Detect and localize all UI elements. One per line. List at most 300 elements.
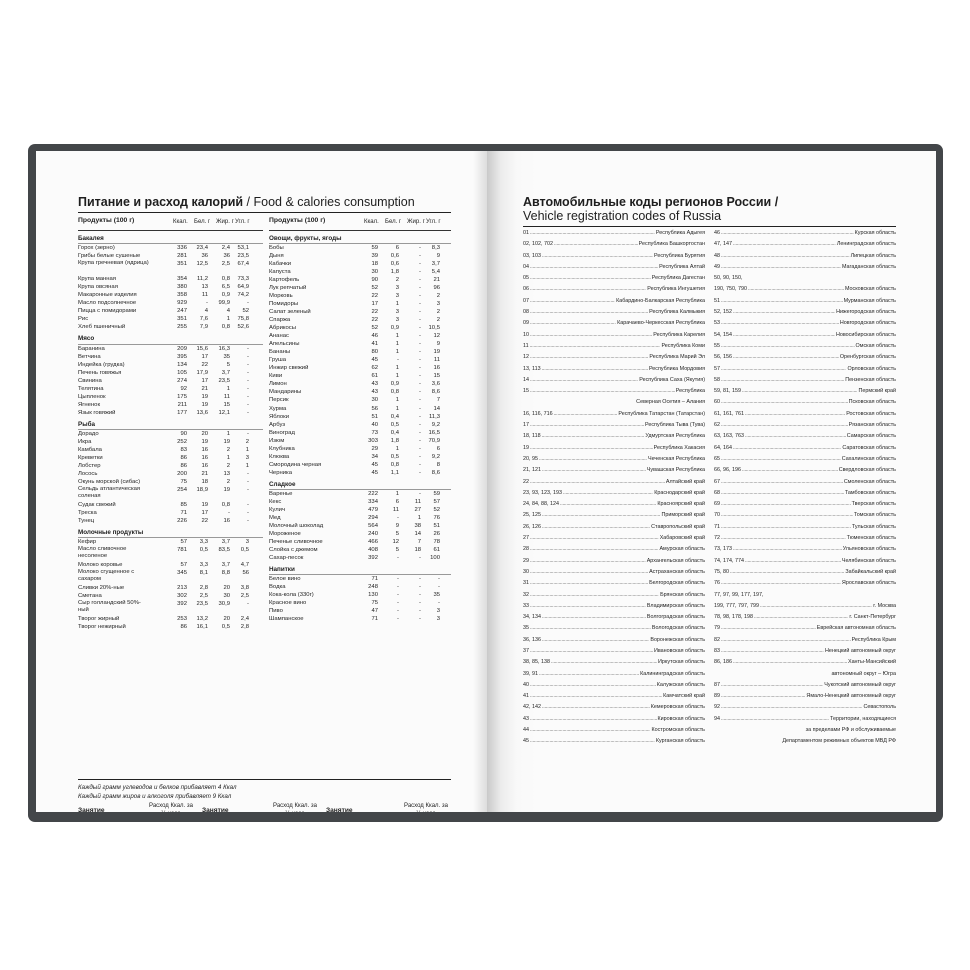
- food-value: 3,6: [431, 381, 440, 388]
- region-code: 43: [523, 715, 529, 722]
- header-prot: Бел. г: [385, 219, 402, 225]
- title-rule: [78, 212, 451, 213]
- food-value: 75: [371, 600, 378, 607]
- region-row: [523, 522, 705, 533]
- food-value: 11,2: [196, 276, 208, 283]
- region-row: [523, 578, 705, 589]
- leader-dots: [530, 330, 652, 341]
- region-row: [714, 623, 896, 634]
- region-row: [523, 296, 705, 307]
- region-row: [714, 251, 896, 262]
- region-code: 40: [523, 681, 529, 688]
- region-code: 08: [523, 309, 529, 316]
- region-row: [714, 691, 896, 702]
- food-row: [269, 356, 451, 364]
- food-value: 781: [177, 547, 187, 554]
- region-row: [523, 352, 705, 363]
- leader-dots: [721, 635, 851, 646]
- food-value: -: [247, 401, 249, 408]
- codes-title-en: Vehicle registration codes of Russia: [523, 209, 722, 223]
- region-name: Республика Башкортостан: [638, 241, 705, 248]
- food-value: 12: [392, 538, 399, 545]
- header-product: Продукты (100 г): [269, 217, 326, 224]
- food-value: 1: [226, 430, 230, 437]
- food-value: 90: [180, 430, 187, 437]
- activity-header: [78, 802, 196, 812]
- food-row: [269, 445, 451, 453]
- food-value: 1: [245, 462, 249, 469]
- leader-dots: [733, 443, 841, 454]
- leader-dots: [530, 375, 638, 386]
- region-code: 68: [714, 489, 720, 496]
- food-name: Водка: [269, 584, 286, 591]
- food-value: -: [419, 421, 421, 428]
- region-name: Брянская область: [660, 591, 705, 598]
- region-row: [714, 239, 896, 250]
- food-value: 213: [177, 585, 187, 592]
- food-value: 35: [223, 353, 230, 360]
- food-name: Ветчина: [78, 353, 101, 360]
- region-name: Республика Ингушетия: [647, 286, 705, 293]
- food-group-heading: Мясо: [78, 335, 263, 344]
- food-name: Салат зеленый: [269, 309, 311, 316]
- food-name: Хурма: [269, 405, 287, 412]
- food-value: 5: [226, 361, 230, 368]
- region-row: [714, 477, 896, 488]
- food-value: 20: [223, 585, 230, 592]
- region-code: 26, 126: [523, 523, 541, 530]
- food-value: 51: [433, 522, 440, 529]
- region-code: 06: [523, 286, 529, 293]
- food-value: -: [247, 430, 249, 437]
- region-code: 27: [523, 535, 529, 542]
- leader-dots: [721, 646, 824, 657]
- food-value: 3: [245, 454, 249, 461]
- region-name: Костромская область: [651, 727, 705, 734]
- region-row: [714, 635, 896, 646]
- region-code: 66, 96, 196: [714, 467, 741, 474]
- food-row: [269, 348, 451, 356]
- food-value: 2,5: [199, 593, 208, 600]
- food-name: Дорадо: [78, 430, 99, 437]
- region-code: 19: [523, 444, 529, 451]
- food-value: 13: [223, 470, 230, 477]
- food-name: Сыр голландский 50%-ный: [78, 600, 141, 614]
- leader-dots: [721, 262, 841, 273]
- food-value: 56: [242, 570, 249, 577]
- region-name: Смоленская область: [843, 478, 896, 485]
- food-value: 30: [371, 269, 378, 276]
- region-row: [523, 251, 705, 262]
- region-name: Республика Дагестан: [651, 275, 705, 282]
- food-value: 564: [368, 522, 378, 529]
- region-code: 70: [714, 512, 720, 519]
- food-value: -: [247, 601, 249, 608]
- region-code: 73, 173: [714, 546, 732, 553]
- food-row: [269, 405, 451, 413]
- food-row: [78, 323, 263, 331]
- region-name: Республика: [675, 388, 705, 395]
- food-row: [269, 284, 451, 292]
- food-value: 6: [436, 445, 440, 452]
- food-value: 3,7: [221, 369, 230, 376]
- region-name: Амурская область: [659, 546, 705, 553]
- activity-header: [202, 802, 320, 812]
- food-group-heading: Бакалея: [78, 235, 263, 244]
- region-name: Забайкальский край: [845, 568, 896, 575]
- food-value: 8,8: [221, 570, 230, 577]
- food-value: -: [419, 554, 421, 561]
- region-name: Пермский край: [858, 388, 896, 395]
- food-row: [78, 584, 263, 592]
- region-name: Архангельская область: [646, 557, 705, 564]
- food-value: 0,8: [390, 389, 399, 396]
- food-value: 36: [223, 253, 230, 260]
- food-value: 16: [201, 462, 208, 469]
- region-row: [714, 307, 896, 318]
- food-group-heading: Сладкое: [269, 481, 451, 490]
- region-name: Чукотский автономный округ: [824, 681, 896, 688]
- region-name: Владимирская область: [646, 602, 705, 609]
- region-name: Департаментом режимных объектов МВД РФ: [782, 738, 896, 745]
- region-name: Республика Коми: [661, 342, 705, 349]
- region-name: Волгоградская область: [646, 614, 705, 621]
- leader-dots: [721, 691, 805, 702]
- region-name: Омская область: [855, 342, 896, 349]
- region-name: Чувашская Республика: [646, 467, 705, 474]
- food-value: 18: [414, 546, 421, 553]
- food-value: 0,9: [390, 381, 399, 388]
- leader-dots: [530, 736, 655, 747]
- food-value: 2: [226, 462, 230, 469]
- leader-dots: [530, 714, 657, 725]
- region-name: автономный округ – Югра: [831, 670, 896, 677]
- food-value: 0,9: [390, 325, 399, 332]
- codes-title: [523, 195, 778, 209]
- codes-title-ru: Автомобильные коды регионов России: [523, 195, 772, 209]
- region-name: Самарская область: [846, 433, 896, 440]
- food-row: [78, 315, 263, 323]
- food-row: [269, 583, 451, 591]
- food-value: 19: [433, 349, 440, 356]
- food-value: 23,5: [218, 377, 230, 384]
- food-value: 4: [204, 308, 208, 315]
- food-name: Спаржа: [269, 317, 291, 324]
- food-value: -: [419, 349, 421, 356]
- region-name: Тульская область: [851, 523, 896, 530]
- food-value: 47: [371, 608, 378, 615]
- food-row: [269, 546, 451, 554]
- food-row: [269, 514, 451, 522]
- region-row: [714, 499, 896, 510]
- region-row: [714, 736, 896, 747]
- food-title: [78, 195, 415, 209]
- food-name: Лук репчатый: [269, 285, 307, 292]
- region-name: Кемеровская область: [650, 704, 705, 711]
- region-code: 48: [714, 252, 720, 259]
- leader-dots: [563, 488, 653, 499]
- food-name: Лобстер: [78, 462, 101, 469]
- region-name: Саратовская область: [842, 444, 896, 451]
- region-code: 05: [523, 275, 529, 282]
- food-row: [78, 275, 263, 283]
- region-code: 71: [714, 523, 720, 530]
- food-value: -: [397, 592, 399, 599]
- region-row: [714, 273, 896, 284]
- leader-dots: [721, 510, 853, 521]
- food-name: Окунь морской (сибас): [78, 478, 141, 485]
- food-row: [78, 509, 263, 517]
- codes-title-rule: [523, 226, 896, 227]
- food-value: 3,7: [221, 562, 230, 569]
- food-value: 2,5: [240, 593, 249, 600]
- region-row: [714, 431, 896, 442]
- food-name: Персик: [269, 397, 289, 404]
- region-row: [523, 454, 705, 465]
- food-row: [78, 538, 263, 546]
- region-row: [714, 578, 896, 589]
- region-name: Вологодская область: [651, 625, 705, 632]
- food-value: 3: [395, 309, 399, 316]
- food-row: [269, 372, 451, 380]
- food-value: 45: [371, 469, 378, 476]
- food-name: Треска: [78, 509, 97, 516]
- region-code: 44: [523, 727, 529, 734]
- food-value: -: [419, 437, 421, 444]
- region-row: [523, 544, 705, 555]
- food-value: 2,4: [240, 616, 249, 623]
- food-value: 1: [226, 385, 230, 392]
- food-name: Арбуз: [269, 421, 286, 428]
- food-value: 0,5: [199, 547, 208, 554]
- food-value: 17: [201, 377, 208, 384]
- food-value: 16,3: [218, 345, 230, 352]
- leader-dots: [760, 601, 872, 612]
- header-carb: Угл. г: [426, 219, 441, 225]
- food-value: -: [419, 357, 421, 364]
- region-code: 61, 161, 761: [714, 410, 744, 417]
- region-name: Псковская область: [848, 399, 896, 406]
- food-name: Сливки 20%-ные: [78, 585, 125, 592]
- food-name: Крупа овсяная: [78, 284, 118, 291]
- food-row: [269, 332, 451, 340]
- food-row: [78, 401, 263, 409]
- food-row: [78, 517, 263, 525]
- food-value: -: [397, 608, 399, 615]
- food-value: -: [419, 245, 421, 252]
- food-value: 16: [201, 454, 208, 461]
- food-value: 61: [371, 373, 378, 380]
- food-value: -: [438, 584, 440, 591]
- food-name: Лосось: [78, 470, 98, 477]
- food-value: -: [397, 554, 399, 561]
- food-name: Молоко сгущенное с сахаром: [78, 569, 135, 583]
- region-row: [714, 409, 896, 420]
- activity-header: [326, 802, 451, 812]
- region-row: [714, 284, 896, 295]
- leader-dots: [530, 691, 662, 702]
- food-value: 253: [177, 616, 187, 623]
- leader-dots: [542, 522, 650, 533]
- food-value: 4,7: [240, 562, 249, 569]
- food-value: 23,5: [196, 601, 208, 608]
- food-name: Молоко коровье: [78, 562, 123, 569]
- food-value: 0,5: [390, 421, 399, 428]
- food-value: -: [438, 600, 440, 607]
- food-name: Картофель: [269, 277, 300, 284]
- header-fat: Жир. г: [216, 219, 234, 225]
- region-name: Республика Крым: [851, 636, 896, 643]
- region-name: Ивановская область: [653, 647, 705, 654]
- food-value: 345: [177, 570, 187, 577]
- food-value: 17: [201, 509, 208, 516]
- leader-dots: [542, 364, 648, 375]
- food-value: 90: [371, 277, 378, 284]
- region-name: Мурманская область: [843, 297, 896, 304]
- region-name: Краснодарский край: [654, 489, 705, 496]
- food-value: 12: [433, 333, 440, 340]
- food-value: 1: [395, 445, 399, 452]
- food-value: 380: [177, 284, 187, 291]
- region-row: [523, 409, 705, 420]
- food-row: [78, 283, 263, 291]
- food-value: 43: [371, 389, 378, 396]
- leader-dots: [551, 657, 657, 668]
- food-value: 22: [371, 293, 378, 300]
- food-name: Варенье: [269, 490, 293, 497]
- region-name: Иркутская область: [658, 659, 705, 666]
- region-code: 11: [523, 342, 529, 349]
- food-row: [269, 554, 451, 562]
- food-row: [78, 546, 263, 561]
- food-name: Телятина: [78, 385, 104, 392]
- region-row: [714, 228, 896, 239]
- food-value: -: [419, 269, 421, 276]
- region-code: 22: [523, 478, 529, 485]
- food-value: 8,6: [431, 469, 440, 476]
- food-value: 2: [436, 309, 440, 316]
- food-value: -: [419, 429, 421, 436]
- food-row: [78, 478, 263, 486]
- food-value: 21: [433, 277, 440, 284]
- food-value: 302: [177, 593, 187, 600]
- region-name: Республика Калмыкия: [649, 309, 705, 316]
- food-value: 15: [433, 373, 440, 380]
- food-value: 75,8: [237, 316, 249, 323]
- region-row: [714, 454, 896, 465]
- food-name: Мандарины: [269, 389, 302, 396]
- leader-dots: [530, 307, 648, 318]
- region-code: 50, 90, 150,: [714, 275, 743, 282]
- region-name: Территории, находящиеся: [829, 715, 896, 722]
- leader-dots: [721, 522, 851, 533]
- food-name: Свинина: [78, 377, 102, 384]
- food-value: 0,4: [390, 413, 399, 420]
- region-code: 78, 98, 178, 198: [714, 614, 753, 621]
- food-value: 36: [201, 253, 208, 260]
- food-row: [269, 429, 451, 437]
- food-value: 200: [177, 470, 187, 477]
- header-fat: Жир. г: [407, 219, 425, 225]
- region-code: 47, 147: [714, 241, 732, 248]
- food-name: Масло подсолнечное: [78, 300, 137, 307]
- food-value: 15,6: [196, 345, 208, 352]
- region-name: Астраханская область: [649, 568, 705, 575]
- food-name: Белое вино: [269, 576, 301, 583]
- food-value: 57: [180, 539, 187, 546]
- leader-dots: [730, 567, 844, 578]
- food-value: 1: [395, 373, 399, 380]
- food-row: [78, 486, 263, 501]
- region-name: Приморский край: [661, 512, 705, 519]
- food-row: [78, 409, 263, 417]
- food-value: 395: [177, 353, 187, 360]
- leader-dots: [742, 465, 838, 476]
- food-value: -: [228, 509, 230, 516]
- region-code: 13, 113: [523, 365, 541, 372]
- region-name: Новосибирская область: [835, 331, 896, 338]
- food-value: 19: [223, 438, 230, 445]
- food-value: -: [419, 301, 421, 308]
- calorie-notes: [78, 783, 237, 801]
- food-value: 8,1: [199, 570, 208, 577]
- region-code: 94: [714, 715, 720, 722]
- food-value: 83: [180, 446, 187, 453]
- food-name: Лимон: [269, 381, 287, 388]
- food-value: 336: [177, 245, 187, 252]
- food-name: Камбала: [78, 446, 102, 453]
- food-row: [78, 369, 263, 377]
- food-value: 1: [245, 446, 249, 453]
- region-name: Свердловская область: [838, 467, 896, 474]
- food-value: 1: [395, 349, 399, 356]
- food-value: -: [419, 405, 421, 412]
- food-value: 22: [371, 309, 378, 316]
- region-row: [714, 702, 896, 713]
- region-name: Севастополь: [863, 704, 896, 711]
- region-row: [714, 330, 896, 341]
- food-value: 0,5: [390, 453, 399, 460]
- food-value: 3: [245, 539, 249, 546]
- food-row: [269, 461, 451, 469]
- food-value: 57: [433, 498, 440, 505]
- leader-dots: [721, 228, 854, 239]
- region-row: [714, 352, 896, 363]
- food-value: 1: [395, 341, 399, 348]
- food-value: 1: [226, 454, 230, 461]
- region-row: [714, 725, 896, 736]
- food-row: [78, 252, 263, 260]
- leader-dots: [530, 623, 651, 634]
- leader-dots: [530, 318, 616, 329]
- food-value: 67,4: [237, 261, 249, 268]
- region-code: 25, 125: [523, 512, 541, 519]
- food-value: 23,4: [196, 245, 208, 252]
- food-value: 19: [201, 401, 208, 408]
- region-code: 21, 121: [523, 467, 541, 474]
- food-value: 19: [223, 486, 230, 493]
- region-row: [714, 556, 896, 567]
- food-value: -: [419, 325, 421, 332]
- food-value: 17: [371, 301, 378, 308]
- region-row: [523, 725, 705, 736]
- food-value: 2,5: [221, 261, 230, 268]
- food-row: [78, 446, 263, 454]
- food-value: 9,2: [431, 453, 440, 460]
- food-value: 3,3: [199, 539, 208, 546]
- leader-dots: [754, 612, 848, 623]
- food-name: Печень говяжья: [78, 369, 122, 376]
